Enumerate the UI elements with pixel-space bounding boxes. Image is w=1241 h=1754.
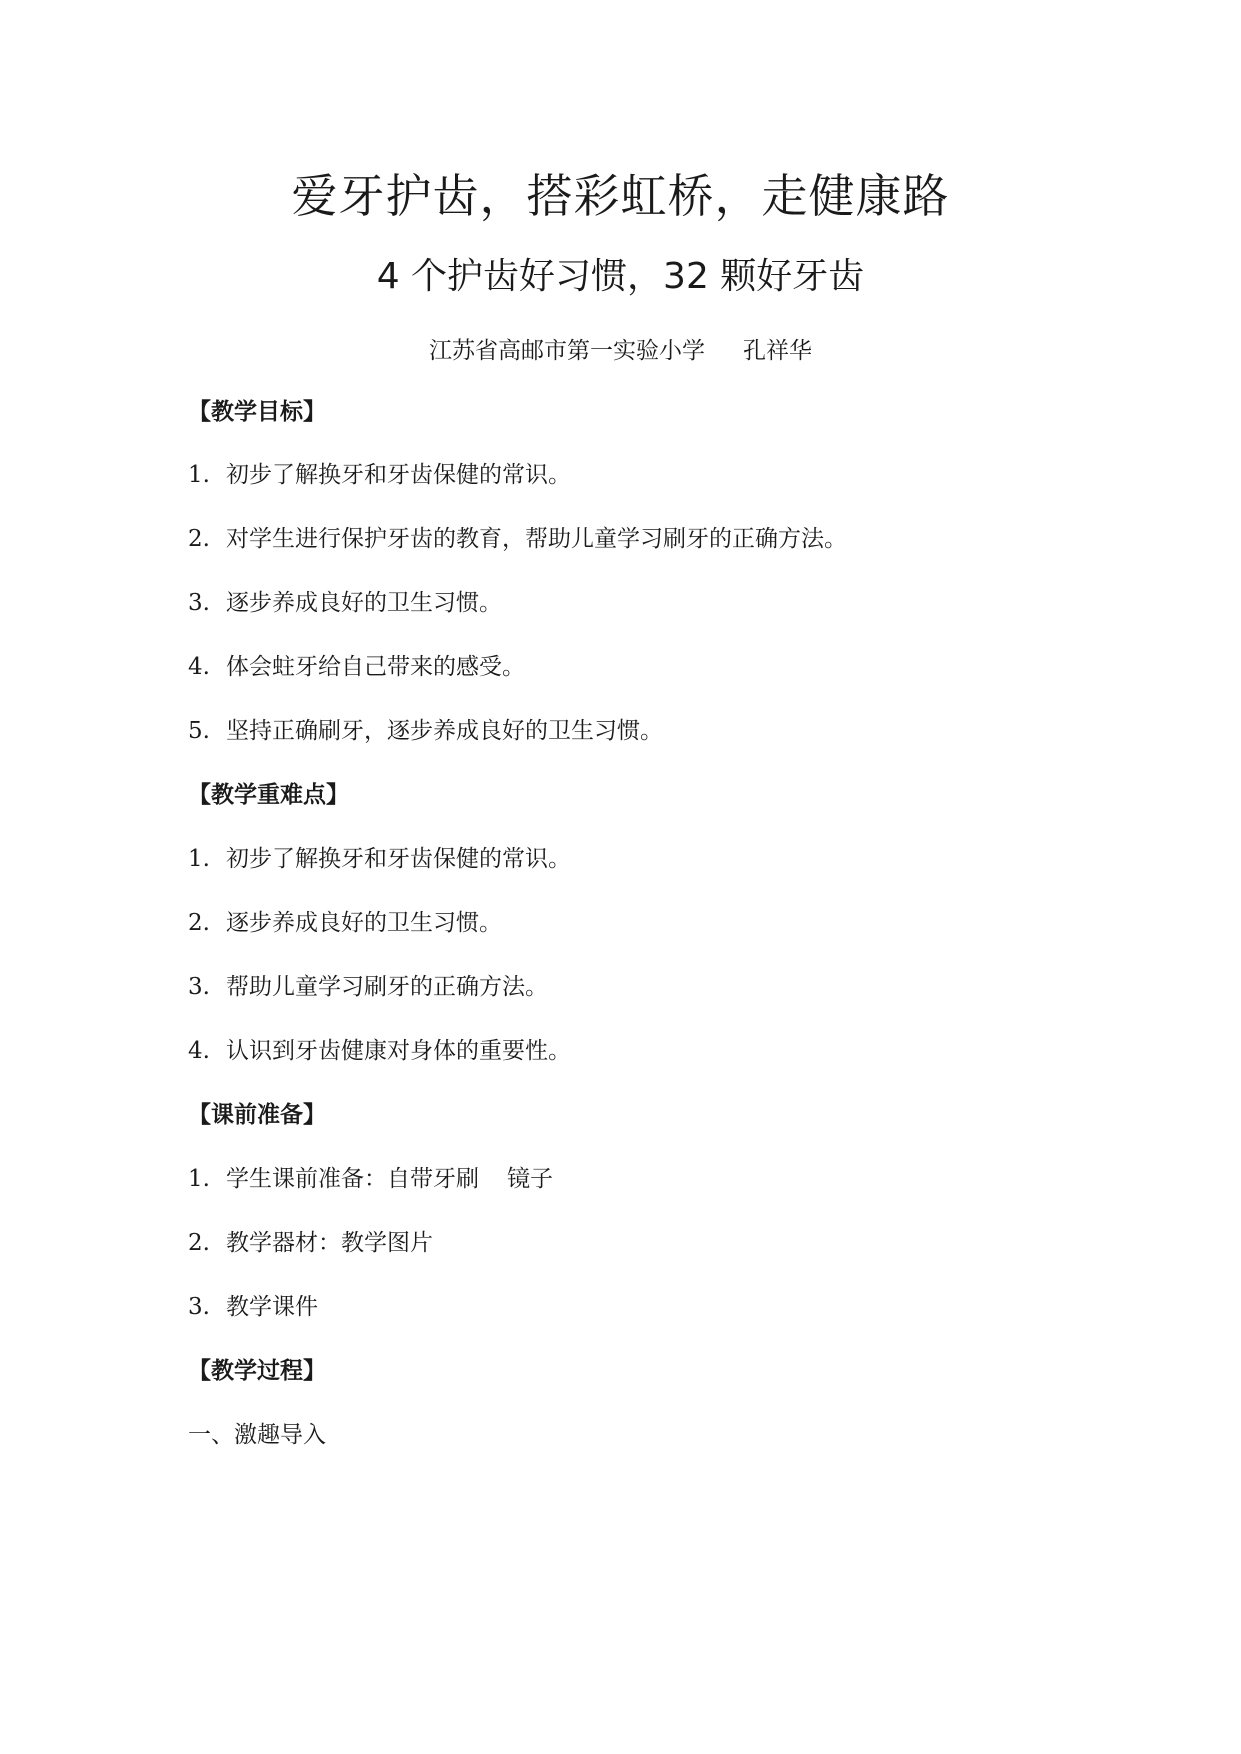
item-text: 体会蛀牙给自己带来的感受。 bbox=[226, 654, 525, 680]
item-number: 1. bbox=[188, 1166, 210, 1192]
section-heading-goals: 【教学目标】 bbox=[188, 398, 326, 425]
item-number: 5. bbox=[188, 718, 210, 744]
item-text: 逐步养成良好的卫生习惯。 bbox=[226, 590, 502, 616]
school-name: 江苏省高邮市第一实验小学 bbox=[429, 338, 705, 364]
list-item bbox=[188, 908, 1088, 938]
item-number: 2. bbox=[188, 1230, 210, 1256]
list-item bbox=[188, 524, 1088, 554]
list-item bbox=[188, 460, 1088, 490]
author-name: 孔祥华 bbox=[743, 338, 812, 364]
item-number: 2. bbox=[188, 910, 210, 936]
document-title: 爱牙护齿，搭彩虹桥，走健康路 bbox=[291, 169, 950, 223]
item-number: 2. bbox=[188, 526, 210, 552]
item-number: 4. bbox=[188, 1038, 210, 1064]
item-number: 4. bbox=[188, 654, 210, 680]
item-text: 帮助儿童学习刷牙的正确方法。 bbox=[226, 974, 548, 1000]
list-item bbox=[188, 1292, 1088, 1322]
item-text: 坚持正确刷牙，逐步养成良好的卫生习惯。 bbox=[226, 718, 663, 744]
item-text: 认识到牙齿健康对身体的重要性。 bbox=[226, 1038, 571, 1064]
list-item bbox=[188, 588, 1088, 618]
item-text: 学生课前准备：自带牙刷 bbox=[226, 1166, 479, 1192]
list-item bbox=[188, 1036, 1088, 1066]
item-text: 对学生进行保护牙齿的教育，帮助儿童学习刷牙的正确方法。 bbox=[226, 526, 847, 552]
list-item bbox=[188, 972, 1088, 1002]
item-number: 3. bbox=[188, 974, 210, 1000]
section-heading-key-points: 【教学重难点】 bbox=[188, 781, 349, 808]
item-text: 初步了解换牙和牙齿保健的常识。 bbox=[226, 462, 571, 488]
item-number: 3. bbox=[188, 590, 210, 616]
section-heading-preparation: 【课前准备】 bbox=[188, 1101, 326, 1128]
document-subtitle: 4 个护齿好习惯，32 颗好牙齿 bbox=[376, 256, 865, 297]
item-text: 教学器材：教学图片 bbox=[226, 1230, 433, 1256]
list-item bbox=[188, 1228, 1088, 1258]
item-text: 初步了解换牙和牙齿保健的常识。 bbox=[226, 846, 571, 872]
section-heading-process: 【教学过程】 bbox=[188, 1357, 326, 1384]
item-number: 1. bbox=[188, 846, 210, 872]
item-extra: 镜子 bbox=[507, 1166, 553, 1192]
list-item bbox=[188, 652, 1088, 682]
item-text: 教学课件 bbox=[226, 1294, 318, 1320]
item-number: 1. bbox=[188, 462, 210, 488]
list-item bbox=[188, 1164, 1088, 1194]
list-item bbox=[188, 844, 1088, 874]
process-step: 一、激趣导入 bbox=[188, 1422, 326, 1448]
author-line bbox=[0, 336, 1241, 366]
list-item bbox=[188, 716, 1088, 746]
item-text: 逐步养成良好的卫生习惯。 bbox=[226, 910, 502, 936]
item-number: 3. bbox=[188, 1294, 210, 1320]
